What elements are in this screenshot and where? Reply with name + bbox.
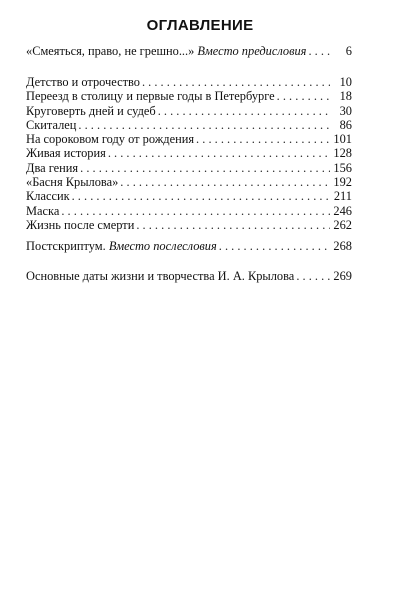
toc-entry-page: 211 [333,189,352,204]
toc-entry-postscript [26,239,352,253]
toc-chapters-group [26,75,352,232]
toc-entry-chapter [26,146,352,160]
toc-entry-chapter [26,189,352,203]
toc-entry-preface [26,44,352,58]
toc-entry-page: 269 [333,269,352,283]
toc-entry-title: «Смеяться, право, не грешно...» [26,44,195,58]
toc-leader-dots [72,189,330,203]
toc-entry-page: 6 [345,44,352,58]
toc-leader-dots [61,204,330,218]
toc-entry-chapter [26,104,352,118]
toc-entry-note: Вместо послесловия [108,239,217,253]
toc-leader-dots [80,161,330,175]
toc-dates-group [26,269,352,283]
toc-entry-label: Круговерть дней и судеб [26,103,156,118]
page-title: ОГЛАВЛЕНИЕ [146,17,254,34]
toc-leader-dots [296,269,330,283]
toc-entry-chapter [26,218,352,232]
toc-entry-chapter [26,204,352,218]
toc-entry-page: 86 [339,117,352,132]
toc-entry-page: 30 [339,103,352,118]
toc-entry-label: «Басня Крылова» [26,175,119,190]
toc-entry-page: 128 [333,146,352,161]
toc-entry-label: Переезд в столицу и первые годы в Петербурге [26,89,275,104]
toc-entry-label: Жизнь после смерти [26,217,135,232]
toc-entry-page: 156 [333,160,352,175]
toc-entry-label [26,239,219,253]
toc-entry-page: 101 [333,132,352,147]
toc-entry-chapter [26,89,352,103]
toc-entry-label: Детство и отрочество [26,75,140,89]
toc-entry-chapter [26,175,352,189]
toc-entry-label: Два гения [26,160,79,175]
toc-entry-label: Классик [26,189,70,204]
toc-entry-label: Маска [26,203,60,218]
toc-entry-page: 18 [339,89,352,104]
toc-entry-chapter [26,132,352,146]
toc-entry-page: 262 [333,217,352,232]
toc-leader-dots [108,146,330,160]
toc-postscript-group [26,239,352,253]
toc-entry-page: 246 [333,203,352,218]
toc-leader-dots [158,104,330,118]
toc-leader-dots [277,89,330,103]
toc-leader-dots [142,75,330,89]
toc-entry-chapter [26,118,352,132]
toc-entry-chapter [26,75,352,89]
toc-entry-dates [26,269,352,283]
toc-entry-note: Вместо предисловия [197,44,307,58]
toc-entry-page: 10 [339,75,352,89]
toc-leader-dots [120,175,330,189]
toc-entry-label [26,44,308,58]
toc-entry-label: Живая история [26,146,106,161]
toc-entry-label: Основные даты жизни и творчества И. А. Крылова [26,269,295,283]
toc-entry-title: Постскриптум. [26,239,106,253]
toc-entry-page: 192 [333,175,352,190]
toc-leader-dots [78,118,330,132]
toc-leader-dots [196,132,330,146]
toc-entry-chapter [26,161,352,175]
toc-leader-dots [308,44,330,58]
toc-entry-label: На сороковом году от рождения [26,132,195,147]
toc-leader-dots [219,239,330,253]
toc-preface-group [26,44,352,58]
toc-entry-label: Скиталец [26,117,77,132]
toc-entry-page: 268 [333,239,352,253]
toc-leader-dots [136,218,330,232]
